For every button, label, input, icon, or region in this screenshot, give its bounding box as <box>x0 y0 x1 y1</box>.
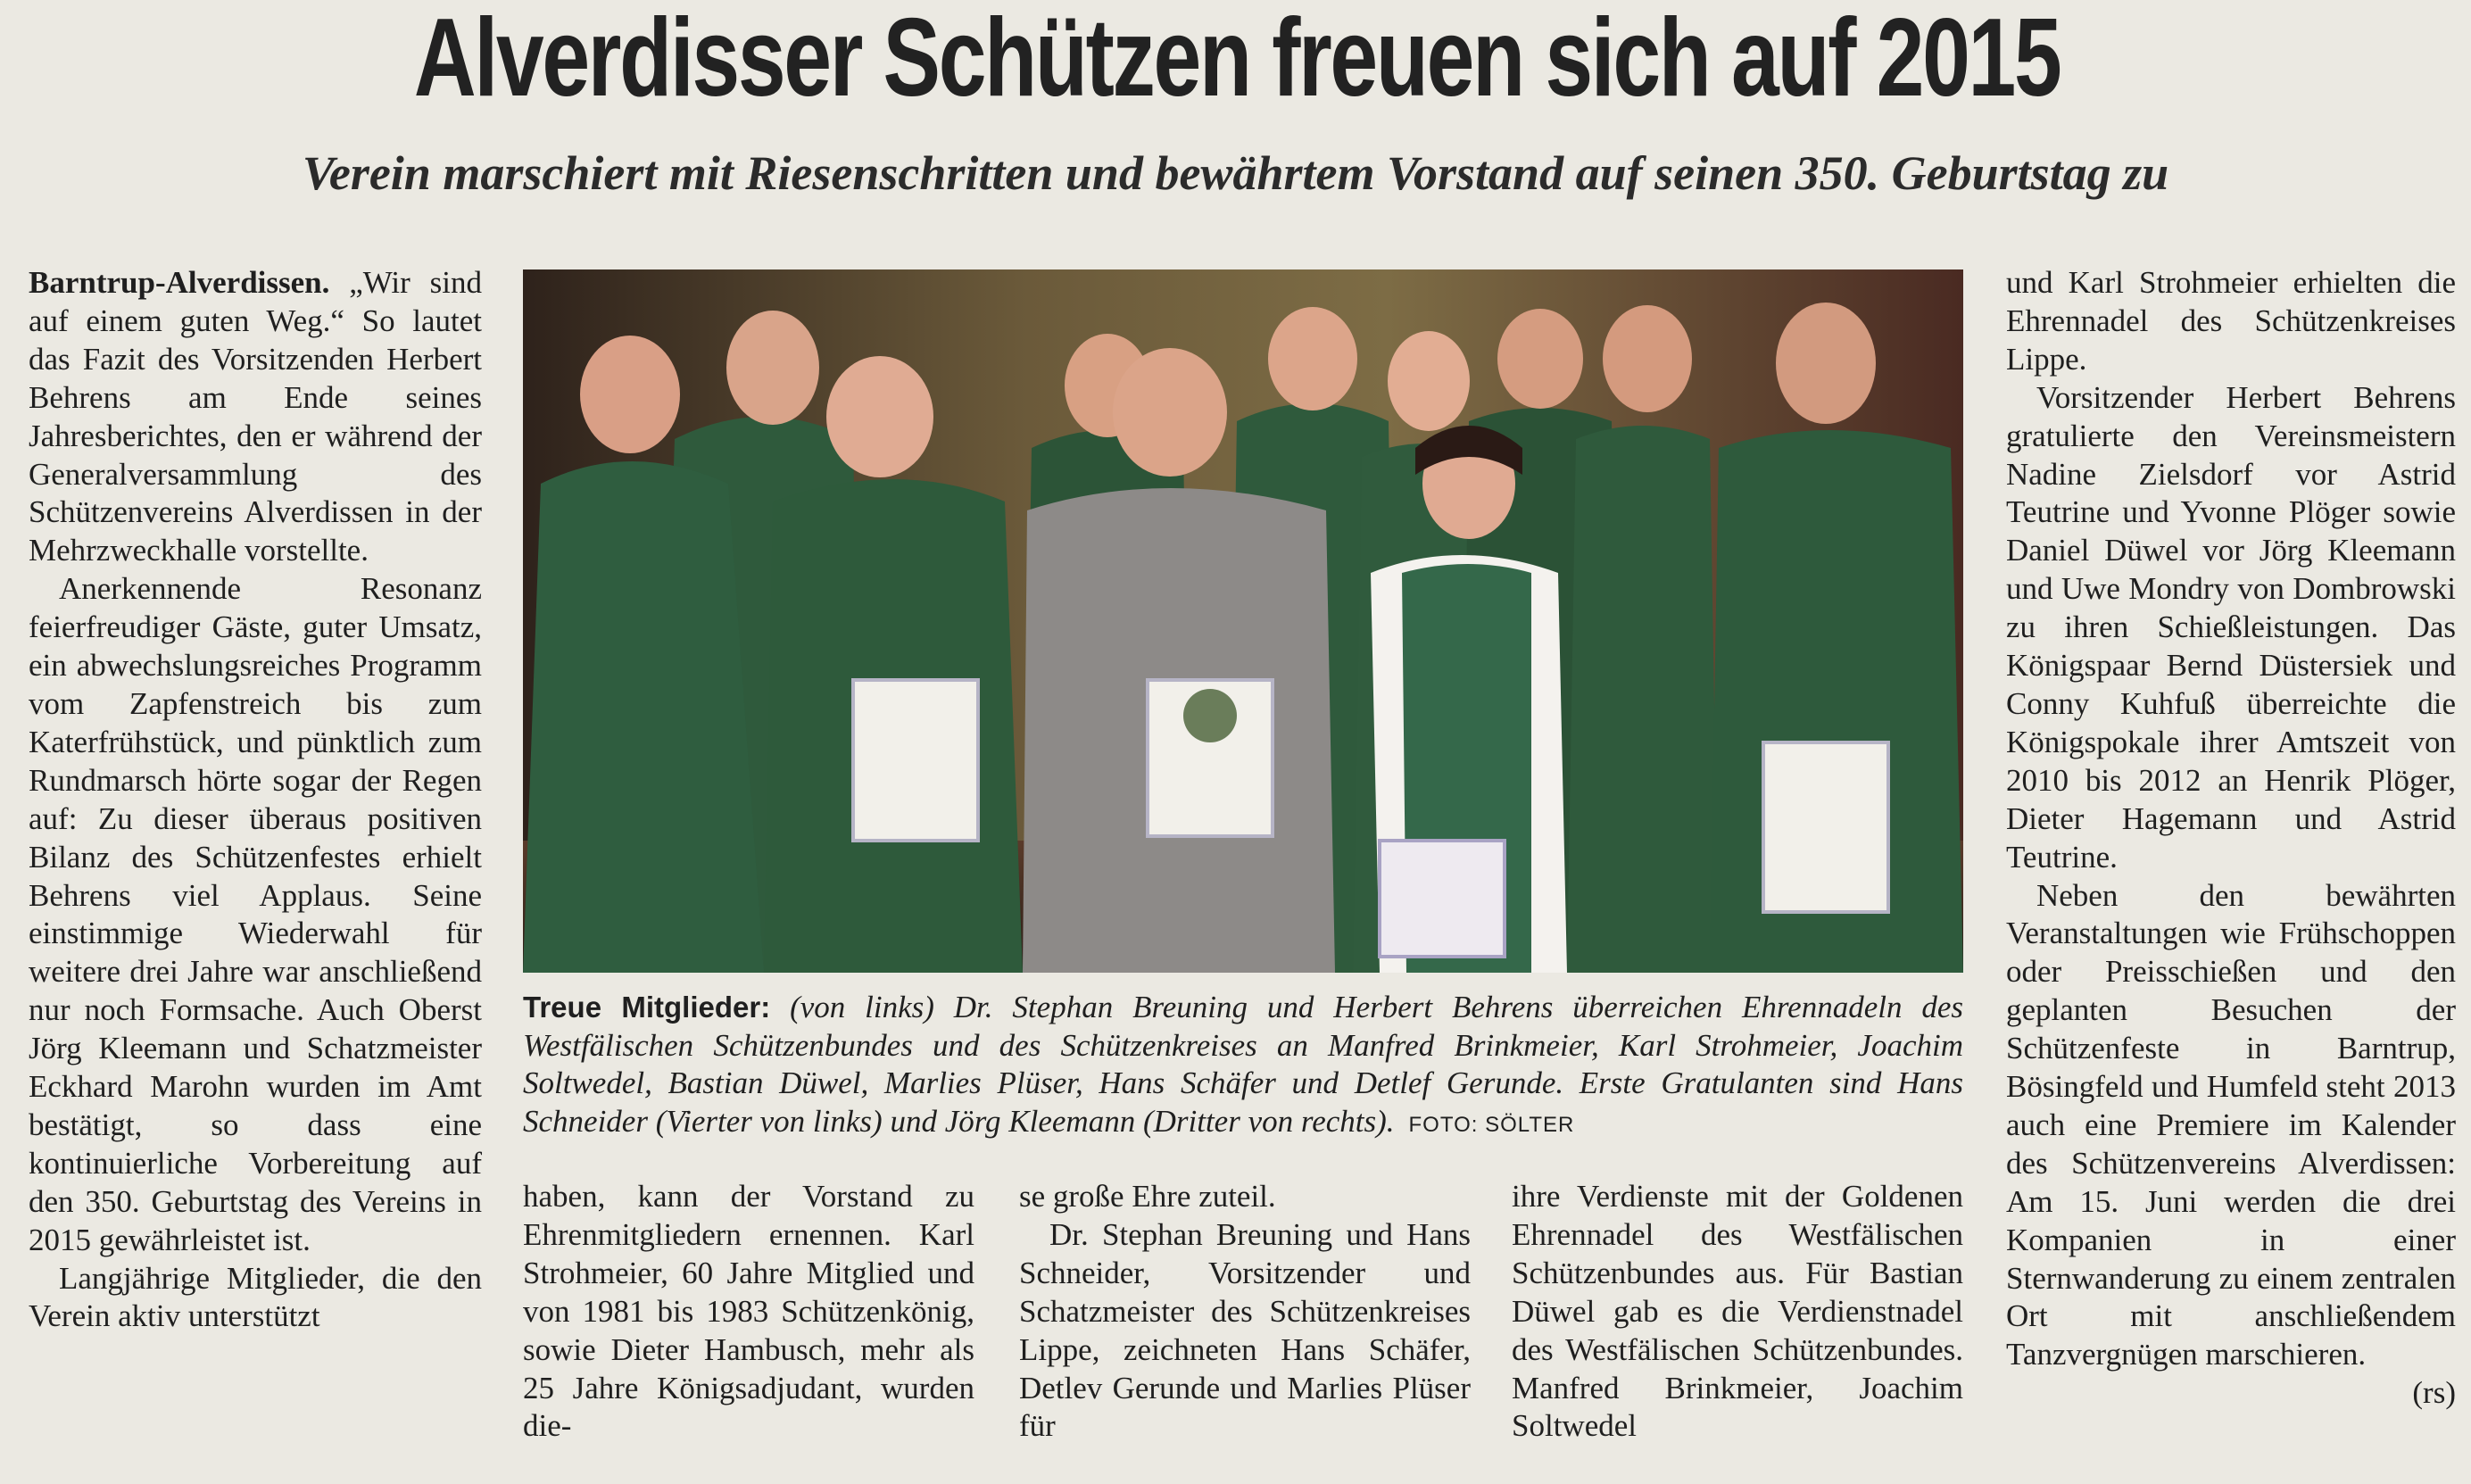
paragraph-awards: Dr. Stephan Breuning und Hans Schneider, Vorsitzender und Schatzmeister des Schützenkreises Lippe, zeichneten Hans Schäfer, Detlev Gerunde und Marlies Plüser für <box>1019 1216 1471 1444</box>
intro-text: „Wir sind auf einem guten Weg.“ So lautet das Fazit des Vorsitzenden Herbert Behrens am Ende seines Jahresberichtes, den er während der Generalversammlung des Schützenvereins Alverdissen in der Mehrzweckhalle vorstellte. <box>29 265 482 568</box>
paragraph-festival-review: Anerkennende Resonanz feierfreudiger Gäste, guter Umsatz, ein abwechslungsreiches Programm vom Zapfenstreich bis zum Katerfrühstück, und pünktlich zum Rundmarsch hörte sogar der Regen auf: Zu dieser überaus positiven Bilanz des Schützenfestes erhielt Behrens viel Applaus. Seine einstimmige Wiederwahl für weitere drei Jahre war anschließend nur noch Formsache. Auch Oberst Jörg Kleemann und Schatzmeister Eckhard Marohn wurden im Amt bestätigt, so dass eine kontinuierliche Vorbereitung auf den 350. Geburtstag des Vereins in 2015 gewährleistet ist. <box>29 571 482 1257</box>
dateline: Barntrup-Alverdissen. <box>29 265 330 300</box>
photo-caption <box>523 989 1963 1144</box>
paragraph-members: Langjährige Mitglieder, die den Verein aktiv unterstützt <box>29 1260 482 1334</box>
photo-credit: FOTO: SÖLTER <box>1408 1112 1575 1137</box>
paragraph-honor-continued: se große Ehre zuteil. <box>1019 1179 1276 1214</box>
article-headline: Alverdisser Schützen freuen sich auf 2015 <box>413 0 2061 120</box>
group-photo-illustration <box>523 269 1963 973</box>
text-column-bottom-1 <box>523 1178 974 1446</box>
caption-title: Treue Mitglieder: <box>523 991 771 1024</box>
text-column-right <box>2006 264 2456 1413</box>
paragraph-champions: Vorsitzender Herbert Behrens gratulierte den Vereinsmeistern Nadine Zielsdorf vor Astrid Teutrine und Yvonne Plöger sowie Daniel Düwel vor Jörg Kleemann und Uwe Mondry von Dombrowski zu ihren Schießleistungen. Das Königspaar Bernd Düstersiek und Conny Kuhfuß überreichte die Königspokale ihrer Amtszeit von 2010 bis 2012 an Henrik Plöger, Dieter Hagemann und Astrid Teutrine. <box>2006 379 2456 875</box>
article-subheadline: Verein marschiert mit Riesenschritten und bewährtem Vorstand auf seinen 350. Geburtstag zu <box>302 146 2169 200</box>
paragraph-events: Neben den bewährten Veranstaltungen wie Frühschoppen oder Preisschießen und den geplanten Besuchen der Schützenfeste in Barntrup, Bösingfeld und Humfeld steht 2013 auch eine Premiere im Kalender des Schützenvereins Alverdissen: Am 15. Juni werden die drei Kompanien in einer Sternwanderung zu einem zentralen Ort mit anschließendem Tanzvergnügen marschieren. <box>2006 877 2456 1372</box>
paragraph-intro <box>29 264 482 570</box>
paragraph-merits: ihre Verdienste mit der Goldenen Ehrennadel des Westfälischen Schützenbundes aus. Für Bastian Düwel gab es die Verdienstnadel des Westfälischen Schützenbundes. Manfred Brinkmeier, Joachim Soltwedel <box>1512 1179 1963 1444</box>
text-column-bottom-3 <box>1512 1178 1963 1446</box>
group-photo <box>523 269 1963 973</box>
paragraph-pins: und Karl Strohmeier erhielten die Ehrennadel des Schützenkreises Lippe. <box>2006 265 2456 377</box>
text-column-bottom-2 <box>1019 1178 1471 1446</box>
caption-text: (von links) Dr. Stephan Breuning und Herbert Behrens überreichen Ehrennadeln des Westfälischen Schützenbundes und des Schützenkreises an Manfred Brinkmeier, Karl Strohmeier, Joachim Soltwedel, Bastian Düwel, Marlies Plüser, Hans Schäfer und Detlef Gerunde. Erste Gratulanten sind Hans Schneider (Vierter von links) und Jörg Kleemann (Dritter von rechts). <box>523 990 1963 1139</box>
author-signature: (rs) <box>2412 1375 2456 1411</box>
paragraph-honorary-members: haben, kann der Vorstand zu Ehrenmitgliedern ernennen. Karl Strohmeier, 60 Jahre Mitglied und von 1981 bis 1983 Schützenkönig, sowie Dieter Hambusch, mehr als 25 Jahre Königsadjudant, wurden die- <box>523 1179 974 1444</box>
text-column-left <box>29 264 482 1336</box>
